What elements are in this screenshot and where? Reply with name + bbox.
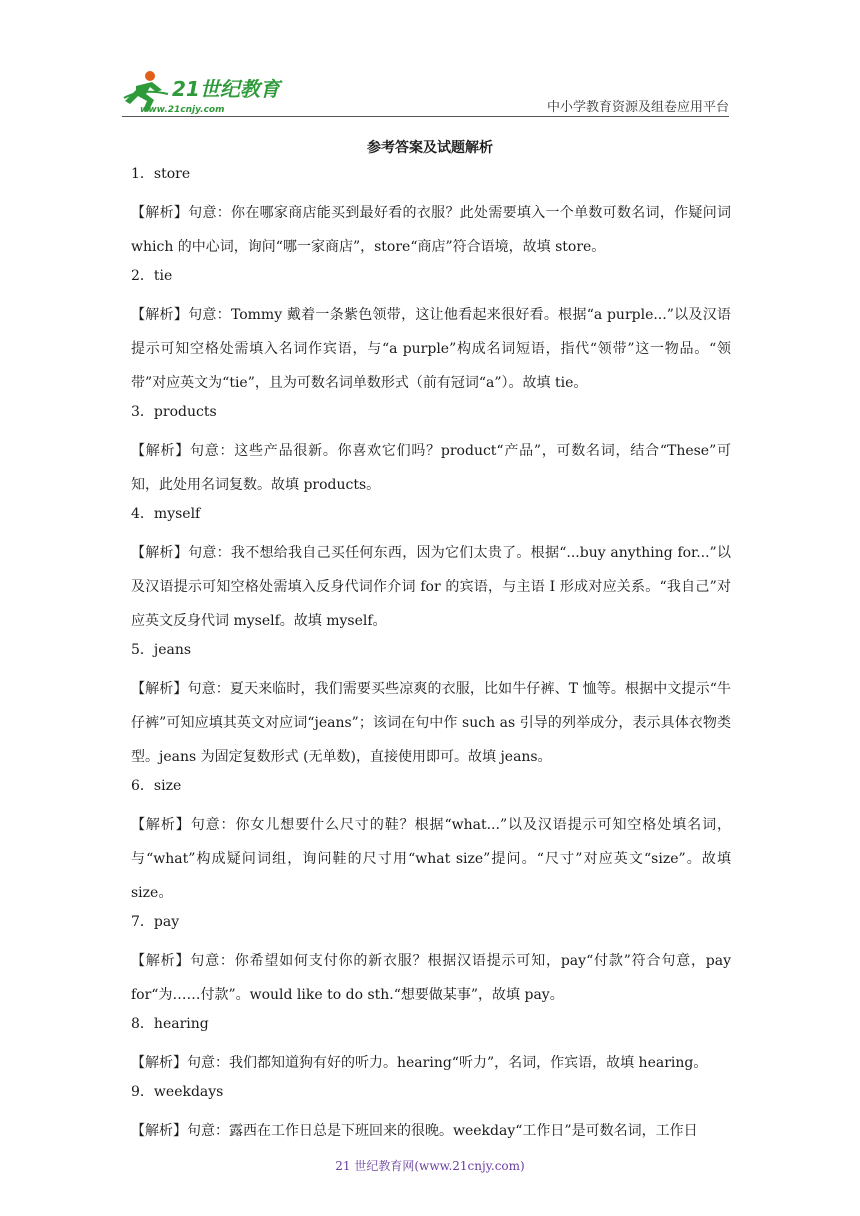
- item-number: 3．: [131, 404, 154, 420]
- platform-name: 中小学教育资源及组卷应用平台: [546, 100, 729, 115]
- item-explanation: 【解析】句意：你希望如何支付你的新衣服？根据汉语提示可知，pay“付款”符合句意，pay for“为……付款”。would like to do sth.“想要做某事”，故填 pay。: [131, 953, 731, 1003]
- answer-item-heading: [131, 910, 731, 944]
- answer-item-heading: [131, 264, 731, 298]
- item-answer: hearing: [153, 1016, 209, 1032]
- item-number: 9．: [131, 1084, 154, 1100]
- item-explanation: 【解析】句意：我不想给我自己买任何东西，因为它们太贵了。根据“...buy anything for...”以及汉语提示可知空格处需填入反身代词作介词 for 的宾语，与主语 I 形成对应关系。“我自己”对应英文反身代词 myself。故填 myself。: [131, 545, 731, 629]
- svg-text:www.21cnjy.com: www.21cnjy.com: [140, 105, 225, 115]
- answer-item-heading: [131, 1012, 731, 1046]
- item-number: 1．: [131, 166, 154, 182]
- item-number: 8．: [131, 1016, 154, 1032]
- item-answer: pay: [153, 914, 180, 930]
- page-title: 参考答案及试题解析: [367, 140, 493, 156]
- item-answer: weekdays: [153, 1084, 224, 1100]
- item-answer: tie: [153, 268, 173, 284]
- svg-text:21世纪教育: 21世纪教育: [172, 77, 280, 101]
- answer-item-heading: [131, 502, 731, 536]
- item-number: 4．: [131, 506, 154, 522]
- item-number: 6．: [131, 778, 154, 794]
- answer-item-heading: [131, 400, 731, 434]
- page-footer: 21 世纪教育网(www.21cnjy.com): [335, 1159, 525, 1173]
- item-explanation: 【解析】句意：这些产品很新。你喜欢它们吗？product“产品”，可数名词，结合“These”可知，此处用名词复数。故填 products。: [131, 443, 731, 493]
- item-explanation: 【解析】句意：Tommy 戴着一条紫色领带，这让他看起来很好看。根据“a purple...”以及汉语提示可知空格处需填入名词作宾语，与“a purple”构成名词短语，指代“领带”这一物品。“领带”对应英文为“tie”，且为可数名词单数形式（前有冠词“a”）。故填 tie。: [131, 307, 731, 391]
- answer-list: [131, 162, 731, 1148]
- item-explanation: 【解析】句意：露西在工作日总是下班回来的很晚。weekday“工作日”是可数名词，工作日: [131, 1123, 698, 1139]
- item-number: 7．: [131, 914, 154, 930]
- page-header: [0, 0, 860, 125]
- item-answer: size: [153, 778, 182, 794]
- item-explanation: 【解析】句意：你在哪家商店能买到最好看的衣服？此处需要填入一个单数可数名词，作疑问词 which 的中心词，询问“哪一家商店”，store“商店”符合语境，故填 store。: [131, 205, 731, 255]
- 21cnjy-logo: [122, 68, 292, 116]
- answer-item-heading: [131, 1080, 731, 1114]
- item-explanation: 【解析】句意：你女儿想要什么尺寸的鞋？根据“what...”以及汉语提示可知空格处填名词，与“what”构成疑问词组，询问鞋的尺寸用“what size”提问。“尺寸”对应英文“size”。故填 size。: [131, 817, 731, 901]
- item-answer: jeans: [153, 642, 192, 658]
- header-divider: [122, 116, 729, 117]
- item-number: 2．: [131, 268, 154, 284]
- item-answer: myself: [153, 506, 201, 522]
- answer-item-heading: [131, 162, 731, 196]
- item-explanation: 【解析】句意：夏天来临时，我们需要买些凉爽的衣服，比如牛仔裤、T 恤等。根据中文提示“牛仔裤”可知应填其英文对应词“jeans”；该词在句中作 such as 引导的列举成分，表示具体衣物类型。jeans 为固定复数形式 (无单数)，直接使用即可。故填 jeans。: [131, 681, 731, 765]
- item-answer: products: [153, 404, 217, 420]
- answer-item-heading: [131, 774, 731, 808]
- answer-item-heading: [131, 638, 731, 672]
- item-answer: store: [153, 166, 191, 182]
- item-explanation: 【解析】句意：我们都知道狗有好的听力。hearing“听力”，名词，作宾语，故填 hearing。: [131, 1055, 708, 1071]
- item-number: 5．: [131, 642, 154, 658]
